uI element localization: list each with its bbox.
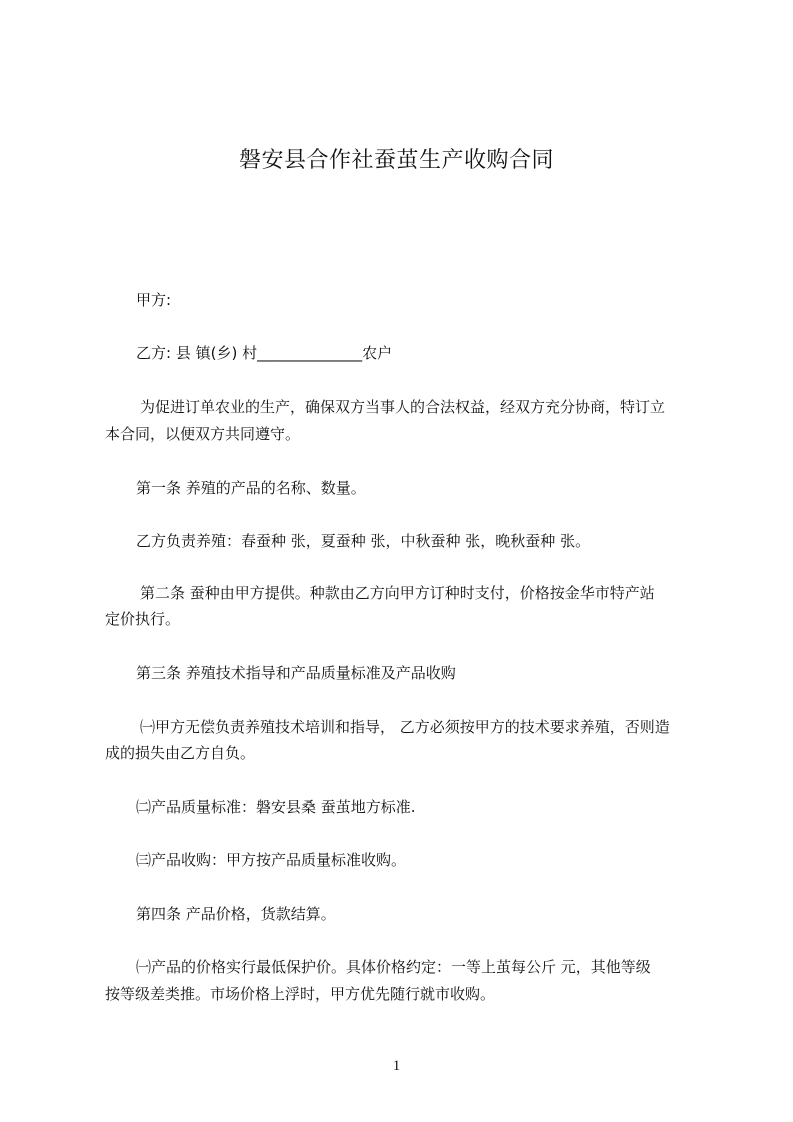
article-2-line-2: 定价执行。 <box>105 610 181 628</box>
article-3-item-1-line-2: 成的损失由乙方自负。 <box>105 744 256 762</box>
party-a-line: 甲方: <box>136 291 172 309</box>
article-1-body: 乙方负责养殖：春蚕种 张，夏蚕种 张，中秋蚕种 张，晚秋蚕种 张。 <box>136 532 591 550</box>
article-4-item-1-line-2: 按等级差类推。市场价格上浮时，甲方优先随行就市收购。 <box>105 985 496 1003</box>
preamble-line-2: 本合同，以便双方共同遵守。 <box>105 425 301 443</box>
article-3-heading: 第三条 养殖技术指导和产品质量标准及产品收购 <box>136 664 456 682</box>
document-title: 磐安县合作社蚕茧生产收购合同 <box>238 148 554 173</box>
article-3-item-1-line-1: ㈠甲方无偿负责养殖技术培训和指导， 乙方必须按甲方的技术要求养殖，否则造 <box>140 718 670 736</box>
preamble-line-1: 为促进订单农业的生产，确保双方当事人的合法权益，经双方充分协商，特订立 <box>140 398 666 416</box>
page-number: 1 <box>392 1058 401 1074</box>
article-3-item-2: ㈡产品质量标准：磐安县桑 蚕茧地方标准. <box>136 798 416 816</box>
article-1-heading: 第一条 养殖的产品的名称、数量。 <box>136 479 366 497</box>
article-4-item-1-line-1: ㈠产品的价格实行最低保护价。具体价格约定：一等上茧每公斤 元，其他等级 <box>136 958 651 976</box>
article-3-item-3: ㈢产品收购：甲方按产品质量标准收购。 <box>136 851 407 869</box>
article-4-heading: 第四条 产品价格，货款结算。 <box>136 905 336 923</box>
party-b-line: 乙方: 县 镇(乡) 村______________农户 <box>136 344 393 362</box>
article-2-line-1: 第二条 蚕种由甲方提供。种款由乙方向甲方订种时支付，价格按金华市特产站 <box>140 584 655 602</box>
